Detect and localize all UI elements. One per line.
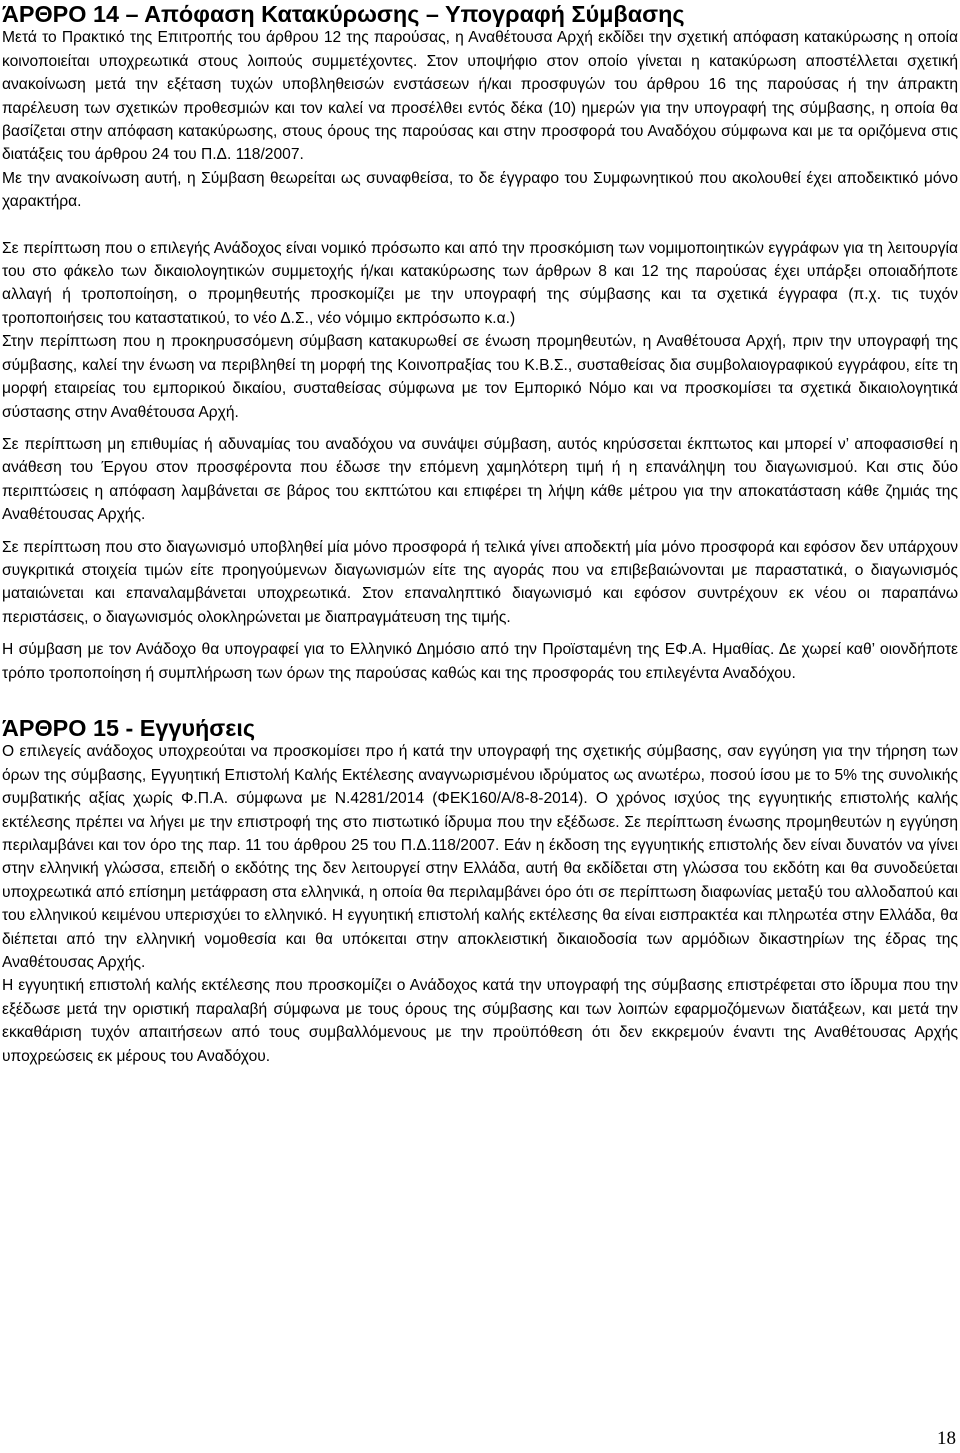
article-14-paragraph-2: Με την ανακοίνωση αυτή, η Σύμβαση θεωρείται ως συναφθείσα, το δε έγγραφο του Συμφωνητικού που ακολουθεί έχει αποδεικτικό μόνο χαρακτήρα. [2,169,958,211]
article-15-title: ΆΡΘΡΟ 15 - Εγγυήσεις [2,714,256,741]
article-14-paragraph-3: Σε περίπτωση που ο επιλεγής Ανάδοχος είναι νομικό πρόσωπο και από την προσκόμιση των νομιμοποιητικών εγγράφων για τη λειτουργία του στο φάκελο των δικαιολογητικών συμμετοχής ή/και κατακύρωσης των άρθρων 8 και 12 της παρούσας έχει υπάρξει οποιαδήποτε αλλαγή ή τροποποίηση, ο προμηθευτής προσκομίζει με την υπογραφή της σύμβασης και τα σχετικά έγγραφα (π.χ. τις τυχόν τροποποιήσεις του καταστατικού, το νέο Δ.Σ., νέο νόμιμο εκπρόσωπο κ.α.) [2,239,958,327]
article-14-paragraph-1: Μετά το Πρακτικό της Επιτροπής του άρθρου 12 της παρούσας, η Αναθέτουσα Αρχή εκδίδει την σχετική απόφαση κατακύρωσης η οποία κοινοποιείται υποχρεωτικά στους λοιπούς συμμετέχοντες. Στον υποψήφιο στον οποίο γίνεται η κατακύρωση αποστέλλεται σχετική ανακοίνωση μετά την εξέταση τυχών υποβληθεισών ενστάσεων ή/και προσφυγών του άρθρου 16 της παρούσας ή την άπρακτη παρέλευση των σχετικών προθεσμιών και τον καλεί να προσέλθει εντός δέκα (10) ημερών για την υπογραφή της σύμβασης, η οποία θα βασίζεται στην απόφαση κατακύρωσης, στους όρους της παρούσας και στην προσφορά του Αναδόχου σύμφωνα και με τα οριζόμενα στις διατάξεις του άρθρου 24 του Π.Δ. 118/2007. [2,29,958,164]
article-14-paragraph-7: Η σύμβαση με τον Ανάδοχο θα υπογραφεί για το Ελληνικό Δημόσιο από την Προϊσταμένη της ΕΦ.Α. Ημαθίας. Δε χωρεί καθ’ οιονδήποτε τρόπο τροποποίηση ή συμπλήρωση των όρων της παρούσας καθώς και της προσφοράς του επιλεγέντα Αναδόχου. [2,641,958,682]
document-page [2,0,958,1068]
article-15-paragraph-1: Ο επιλεγείς ανάδοχος υποχρεούται να προσκομίσει προ ή κατά την υπογραφή της σχετικής σύμβασης, σαν εγγύηση για την τήρηση των όρων της σύμβασης, Εγγυητική Επιστολή Καλής Εκτέλεσης αναγνωρισμένου ιδρύματος ως ανωτέρω, ποσού ίσου με το 5% της συνολικής συμβατικής αξίας χωρίς Φ.Π.Α. σύμφωνα με Ν.4281/2014 (ΦΕΚ160/Α/8-8-2014). Ο χρόνος ισχύος της εγγυητικής επιστολής καλής εκτέλεσης πρέπει να λήγει με την επιστροφή της στο πιστωτικό ίδρυμα που την εξέδωσε. Σε περίπτωση ένωσης προμηθευτών η εγγύηση περιλαμβάνει και τον όρο της παρ. 11 του άρθρου 25 του Π.Δ.118/2007. Εάν η έκδοση της εγγυητικής επιστολής δεν είναι δυνατόν να γίνει στην ελληνική γλώσσα, επειδή ο εκδότης της δεν λειτουργεί στην Ελλάδα, αυτή θα εκδίδεται στη γλώσσα του εκδότη και θα συνοδεύεται υποχρεωτικά από επίσημη μετάφραση στα ελληνικά, η οποία θα περιλαμβάνει όρο ότι σε περίπτωση διαφωνίας μεταξύ του αλλοδαπού και του ελληνικού κειμένου υπερισχύει το ελληνικό. Η εγγυητική επιστολή καλής εκτέλεσης θα είναι εισπρακτέα και πληρωτέα στην Ελλάδα, θα διέπεται από την ελληνική νομοθεσία και θα υπόκειται στην αποκλειστική δικαιοδοσία των αρμόδιων δικαστηρίων της έδρας της Αναθέτουσας Αρχής. [2,743,958,972]
article-14-title: ΆΡΘΡΟ 14 – Απόφαση Κατακύρωσης – Υπογραφή Σύμβασης [2,1,685,27]
article-14-paragraph-4: Στην περίπτωση που η προκηρυσσόμενη σύμβαση κατακυρωθεί σε ένωση προμηθευτών, η Αναθέτουσα Αρχή, πριν την υπογραφή της σύμβασης, καλεί την ένωση να περιβληθεί τη μορφή της Κοινοπραξίας του Κ.Β.Σ., συσταθείσας δια συμβολαιογραφικού εγγράφου, είτε τη μορφή εταιρείας του εμπορικού δικαίου, συσταθείσας σύμφωνα με τον Εμπορικό Νόμο και να προσκομίσει τα σχετικά δικαιολογητικά σύστασης στην Αναθέτουσα Αρχή. [2,333,958,421]
article-14-paragraph-6: Σε περίπτωση που στο διαγωνισμό υποβληθεί μία μόνο προσφορά ή τελικά γίνει αποδεκτή μία μόνο προσφορά και εφόσον δεν υπάρχουν συγκριτικά στοιχεία τιμών είτε προηγούμενων διαγωνισμών είτε της αγοράς που να επιβεβαιώνονται με παραστατικά, ο διαγωνισμός ματαιώνεται και επαναλαμβάνεται υποχρεωτικά. Στον επαναληπτικό διαγωνισμό και εφόσον συντρέχουν εκ νέου οι παραπάνω περιστάσεις, ο διαγωνισμός ολοκληρώνεται με διαπραγμάτευση της τιμής. [2,538,958,626]
page-number: 18 [937,1428,956,1449]
article-15-paragraph-2: Η εγγυητική επιστολή καλής εκτέλεσης που προσκομίζει ο Ανάδοχος κατά την υπογραφή της σύμβασης επιστρέφεται στο ίδρυμα που την εξέδωσε μετά την οριστική παραλαβή σύμφωνα με τους όρους της σύμβασης και των λοιπών εφαρμοζόμενων διατάξεων, και μετά την εκκαθάριση τυχόν απαιτήσεων από τους συμβαλλόμενους με την προϋπόθεση ότι δεν εκκρεμούν έναντι της Αναθέτουσας Αρχής υποχρεώσεις εκ μέρους του Αναδόχου. [2,977,958,1065]
article-14-paragraph-5: Σε περίπτωση μη επιθυμίας ή αδυναμίας του αναδόχου να συνάψει σύμβαση, αυτός κηρύσσεται έκπτωτος και μπορεί ν’ αποφασισθεί η ανάθεση του Έργου στον προσφέροντα που έδωσε την επόμενη χαμηλότερη τιμή ή η επανάληψη του διαγωνισμού. Και στις δύο περιπτώσεις η απόφαση λαμβάνεται σε βάρος του εκπτώτου και επιφέρει τη λήψη κάθε μέτρου για την αποκατάσταση κάθε ζημιάς της Αναθέτουσας Αρχής. [2,435,958,524]
